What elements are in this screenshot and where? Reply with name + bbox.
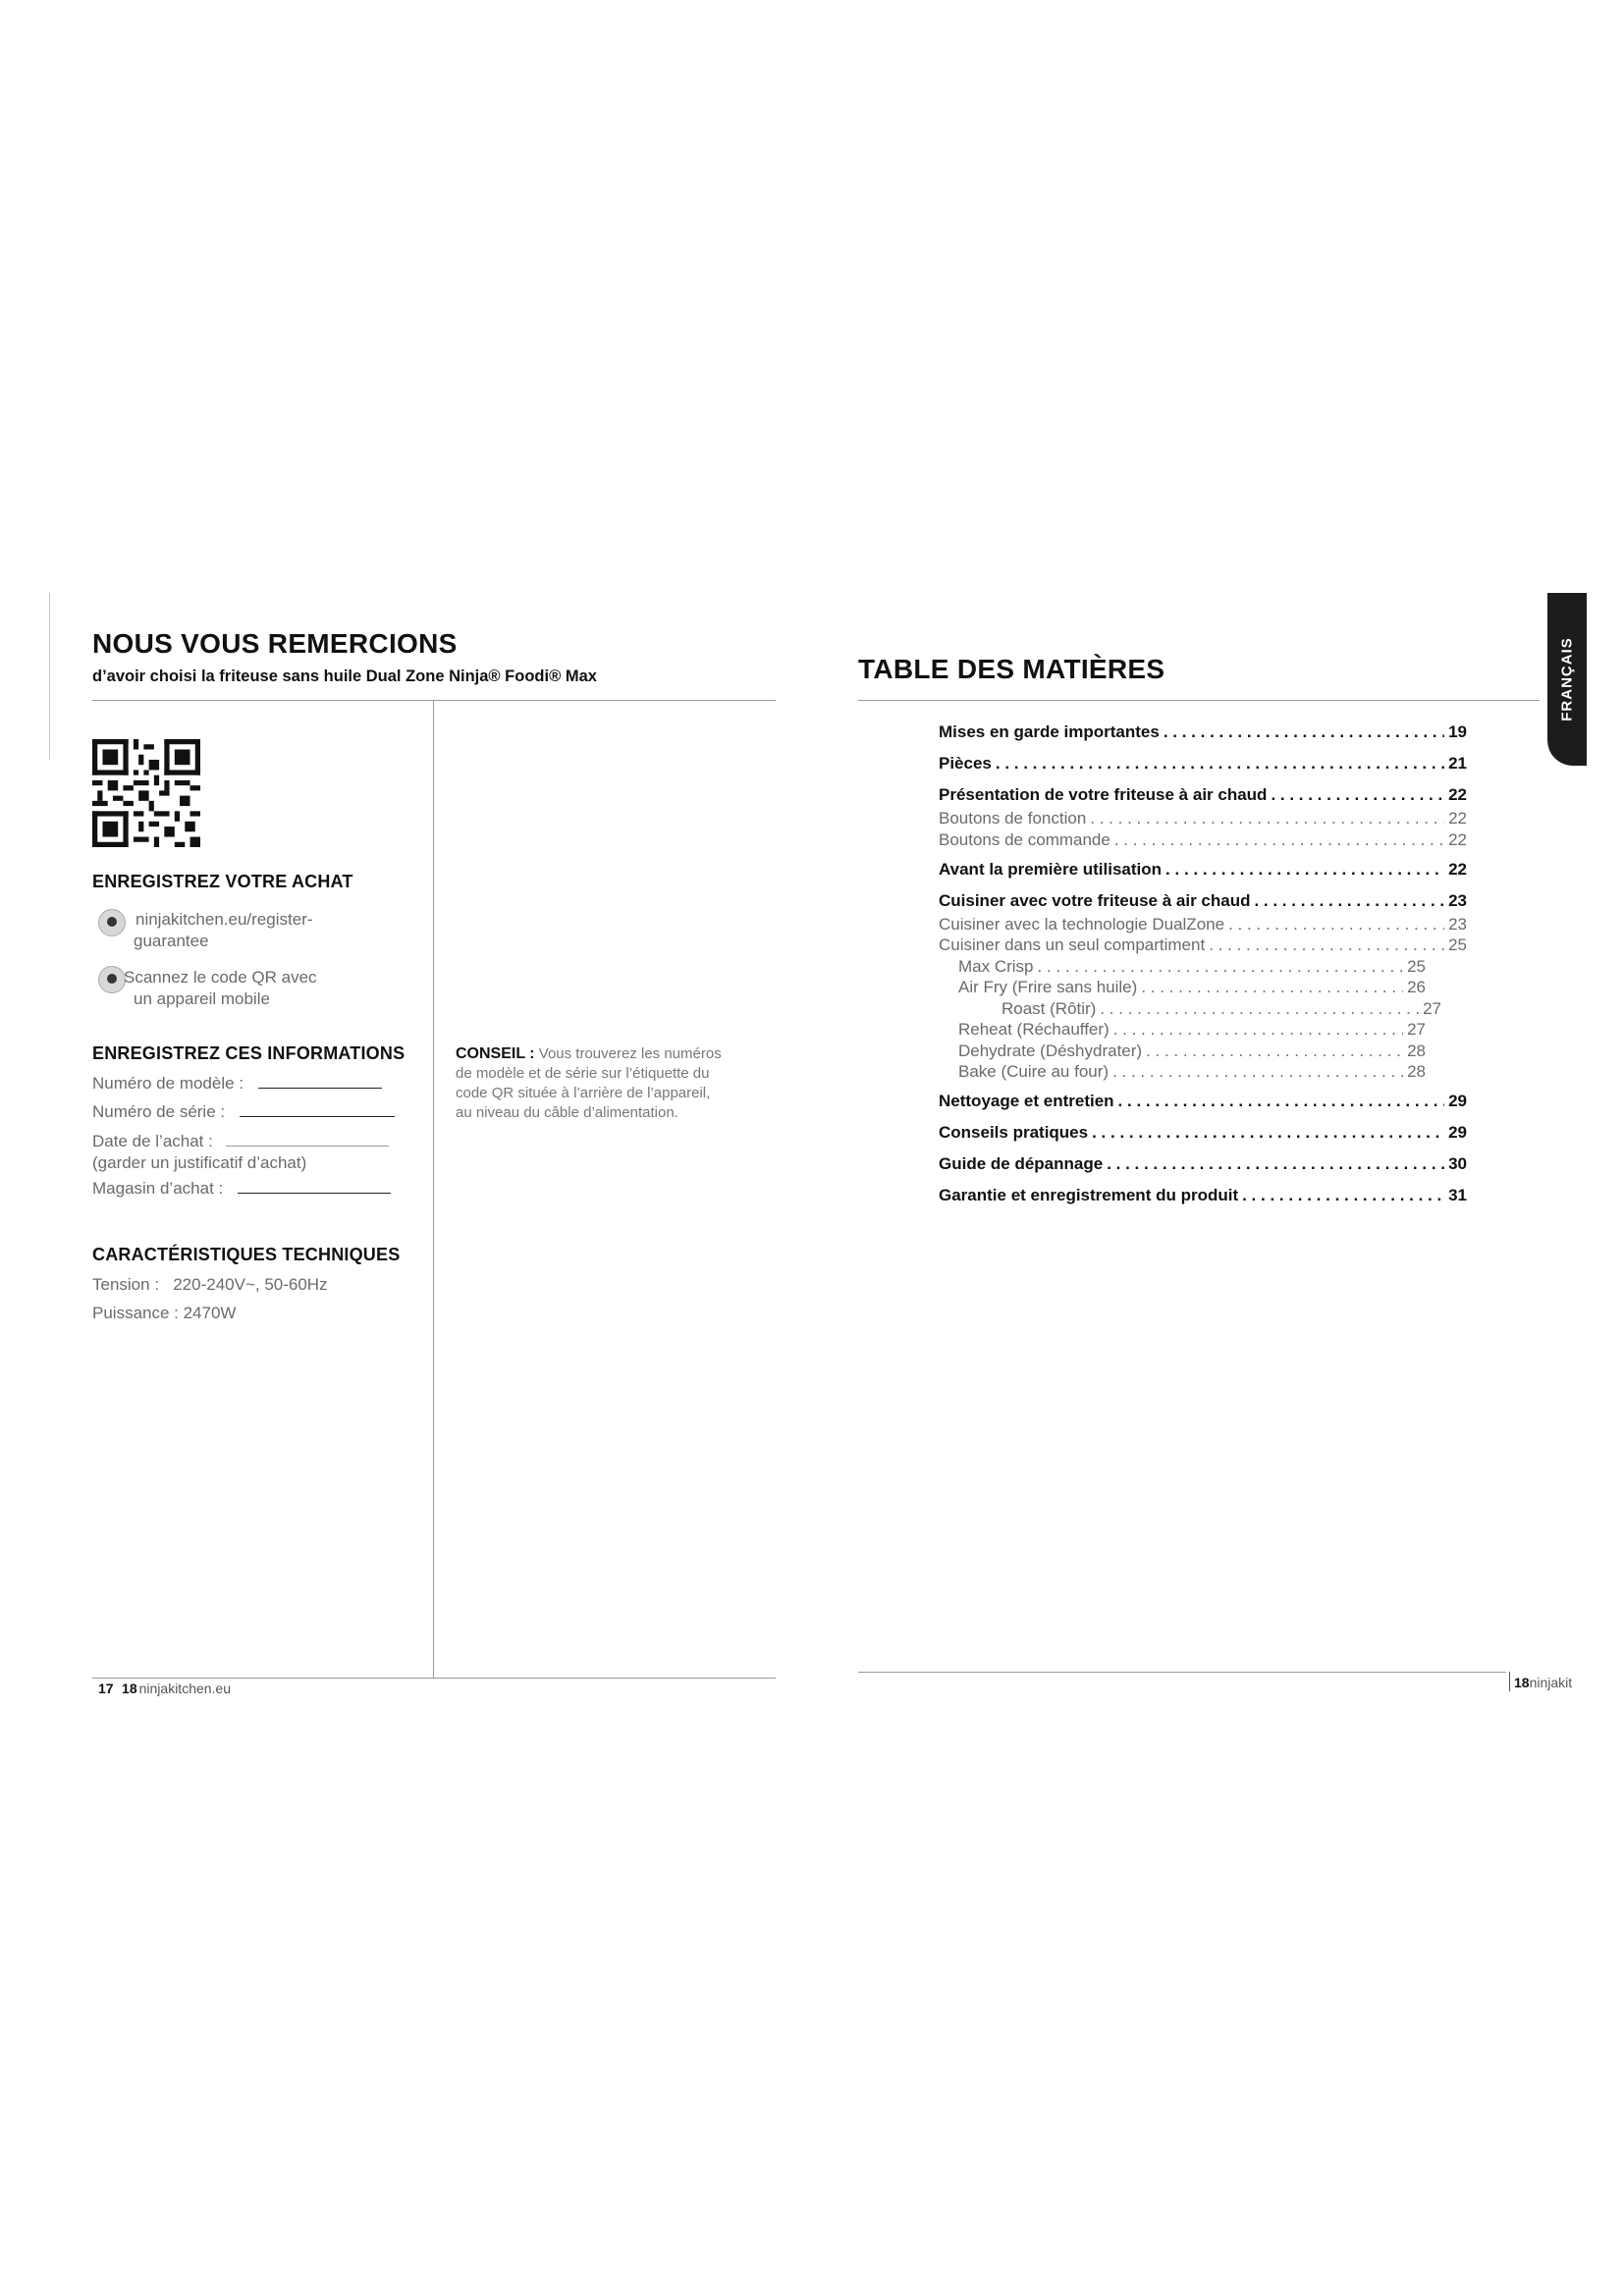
toc-entry-label: Avant la première utilisation — [939, 859, 1163, 879]
right-footer-rule — [858, 1672, 1506, 1673]
tip-text-4: au niveau du câble d’alimentation. — [456, 1104, 678, 1121]
store-field[interactable] — [238, 1179, 391, 1194]
toc-leader-dots — [1092, 1123, 1444, 1143]
toc-leader-dots — [1114, 830, 1444, 850]
right-page-number: 18 — [1514, 1675, 1530, 1690]
toc-entry[interactable] — [939, 1186, 1467, 1205]
toc-title: TABLE DES MATIÈRES — [858, 654, 1165, 684]
toc-entry-label: Conseils pratiques — [939, 1123, 1089, 1142]
toc-entry-label: Dehydrate (Déshydrater) — [958, 1041, 1143, 1060]
specs-voltage: Tension : 220-240V~, 50-60Hz — [92, 1275, 328, 1294]
toc-leader-dots — [1209, 935, 1444, 955]
toc-entry-page: 25 — [1448, 935, 1467, 954]
toc-entry[interactable] — [939, 830, 1467, 850]
tip-text-3: code QR située à l’arrière de l’appareil, — [456, 1085, 711, 1101]
toc-entry[interactable] — [958, 978, 1426, 997]
left-footer-rule — [92, 1678, 776, 1679]
left-page-number: 17 — [98, 1681, 114, 1696]
toc-entry-page: 19 — [1448, 722, 1467, 741]
toc-entry[interactable] — [939, 1123, 1467, 1143]
serial-number-row — [92, 1101, 395, 1123]
toc-entry[interactable] — [958, 1062, 1426, 1082]
toc-leader-dots — [1112, 1062, 1403, 1082]
toc-entry-label: Bake (Cuire au four) — [958, 1062, 1110, 1081]
toc-leader-dots — [1113, 1020, 1403, 1040]
toc-entry-label: Boutons de commande — [939, 829, 1110, 849]
tip-label: CONSEIL : — [456, 1045, 535, 1062]
left-footer — [98, 1681, 231, 1698]
toc-entry-page: 26 — [1407, 978, 1426, 996]
qr-code-icon — [92, 739, 200, 847]
toc-entry[interactable] — [939, 935, 1467, 955]
toc-entry-page: 28 — [1407, 1062, 1426, 1081]
toc-entry[interactable] — [958, 1041, 1426, 1061]
toc-leader-dots — [1100, 999, 1419, 1019]
toc-leader-dots — [1242, 1186, 1444, 1205]
register-url-line2: guarantee — [134, 932, 209, 950]
toc-entry-page: 22 — [1448, 829, 1467, 849]
store-row — [92, 1178, 391, 1200]
right-footer-tick — [1509, 1672, 1510, 1691]
thanks-subtitle: d’avoir choisi la friteuse sans huile Dual Zone Ninja® Foodi® Max — [92, 667, 597, 685]
toc-leader-dots — [1146, 1041, 1403, 1061]
toc-entry-label: Cuisiner avec la technologie DualZone — [939, 914, 1225, 934]
model-number-field[interactable] — [258, 1074, 382, 1089]
toc-entry-label: Nettoyage et entretien — [939, 1092, 1114, 1110]
toc-entry-page: 29 — [1448, 1092, 1467, 1110]
store-label: Magasin d’achat : — [92, 1179, 224, 1198]
left-page-number-2: 18 — [122, 1681, 137, 1696]
toc-entry[interactable] — [1001, 999, 1441, 1019]
toc-entry-label: Guide de dépannage — [939, 1154, 1104, 1173]
toc-entry[interactable] — [958, 957, 1426, 977]
purchase-date-label: Date de l’achat : — [92, 1132, 213, 1150]
toc-leader-dots — [1228, 915, 1444, 934]
right-footer — [1514, 1675, 1572, 1692]
specs-power: Puissance : 2470W — [92, 1304, 237, 1322]
toc-leader-dots — [1164, 722, 1444, 742]
toc-leader-dots — [1118, 1092, 1445, 1111]
register-purchase-heading: ENREGISTREZ VOTRE ACHAT — [92, 872, 353, 891]
toc-entry[interactable] — [939, 915, 1467, 934]
toc-entry[interactable] — [939, 785, 1467, 805]
toc-leader-dots — [1165, 860, 1444, 880]
toc-entry-label: Boutons de fonction — [939, 809, 1087, 828]
toc-leader-dots — [996, 754, 1444, 774]
toc-entry-page: 27 — [1407, 1020, 1426, 1039]
left-margin-rule — [49, 593, 50, 760]
scan-qr-instruction — [92, 967, 317, 1010]
tip-block — [456, 1044, 780, 1123]
toc-entry-page: 23 — [1448, 914, 1467, 934]
toc-leader-dots — [1090, 809, 1444, 828]
toc-leader-dots — [1254, 891, 1444, 911]
toc-entry-page: 30 — [1448, 1154, 1467, 1173]
register-url[interactable] — [92, 909, 312, 952]
language-tab[interactable] — [1547, 593, 1587, 766]
toc-entry-page: 23 — [1448, 890, 1467, 910]
register-url-line1: ninjakitchen.eu/register- — [135, 910, 313, 929]
toc-entry-page: 29 — [1448, 1123, 1467, 1142]
right-footer-site[interactable]: ninjakit — [1529, 1675, 1573, 1690]
toc-entry-page: 22 — [1448, 785, 1467, 804]
model-number-label: Numéro de modèle : — [92, 1074, 244, 1093]
left-column-divider — [433, 700, 434, 1678]
purchase-date-field[interactable] — [226, 1132, 389, 1147]
toc-entry-page: 21 — [1448, 754, 1467, 773]
toc-entry-label: Roast (Rôtir) — [1001, 998, 1097, 1018]
toc-entry[interactable] — [939, 1092, 1467, 1111]
toc-entry-label: Présentation de votre friteuse à air chaud — [939, 785, 1268, 804]
toc-entry-label: Cuisiner avec votre friteuse à air chaud — [939, 890, 1251, 910]
toc-entry[interactable] — [939, 860, 1467, 880]
toc-entry[interactable] — [939, 722, 1467, 742]
toc-entry-page: 25 — [1407, 956, 1426, 976]
toc-entry-label: Air Fry (Frire sans huile) — [958, 978, 1138, 996]
toc-entry-page: 22 — [1448, 809, 1467, 828]
toc-entry[interactable] — [939, 1154, 1467, 1174]
tip-text-2: de modèle et de série sur l’étiquette du — [456, 1065, 710, 1082]
thanks-title: NOUS VOUS REMERCIONS — [92, 628, 458, 659]
toc-entry-label: Reheat (Réchauffer) — [958, 1020, 1110, 1039]
toc-leader-dots — [1271, 785, 1444, 805]
right-top-divider — [858, 700, 1540, 701]
toc-leader-dots — [1141, 978, 1403, 997]
left-footer-site[interactable]: ninjakitchen.eu — [138, 1681, 232, 1696]
language-tab-label: FRANÇAIS — [1558, 637, 1576, 721]
toc-entry-page: 22 — [1448, 859, 1467, 879]
toc-entry[interactable] — [939, 754, 1467, 774]
model-number-row — [92, 1073, 382, 1095]
toc-entry-label: Mises en garde importantes — [939, 722, 1160, 741]
left-top-divider — [92, 700, 776, 701]
serial-number-field[interactable] — [240, 1102, 395, 1117]
toc-entry-label: Pièces — [939, 754, 992, 773]
scan-qr-line1: Scannez le code QR avec — [124, 968, 317, 987]
toc-entry-page: 27 — [1423, 998, 1441, 1018]
scan-qr-line2: un appareil mobile — [134, 989, 270, 1008]
toc-leader-dots — [1038, 957, 1404, 977]
tip-text-1: Vous trouverez les numéros — [534, 1045, 722, 1062]
toc-entry-page: 31 — [1448, 1186, 1467, 1204]
toc-leader-dots — [1107, 1154, 1444, 1174]
purchase-date-note: (garder un justificatif d’achat) — [92, 1153, 307, 1172]
purchase-date-row — [92, 1131, 389, 1174]
toc-entry[interactable] — [939, 809, 1467, 828]
serial-number-label: Numéro de série : — [92, 1102, 226, 1121]
toc-entry[interactable] — [958, 1020, 1426, 1040]
register-info-heading: ENREGISTREZ CES INFORMATIONS — [92, 1043, 406, 1063]
toc-entry-label: Garantie et enregistrement du produit — [939, 1186, 1239, 1204]
toc-entry[interactable] — [939, 891, 1467, 911]
specs-heading: CARACTÉRISTIQUES TECHNIQUES — [92, 1245, 401, 1264]
toc-entry-label: Cuisiner dans un seul compartiment — [939, 935, 1206, 954]
toc-entry-label: Max Crisp — [958, 956, 1034, 976]
toc-entry-page: 28 — [1407, 1041, 1426, 1060]
